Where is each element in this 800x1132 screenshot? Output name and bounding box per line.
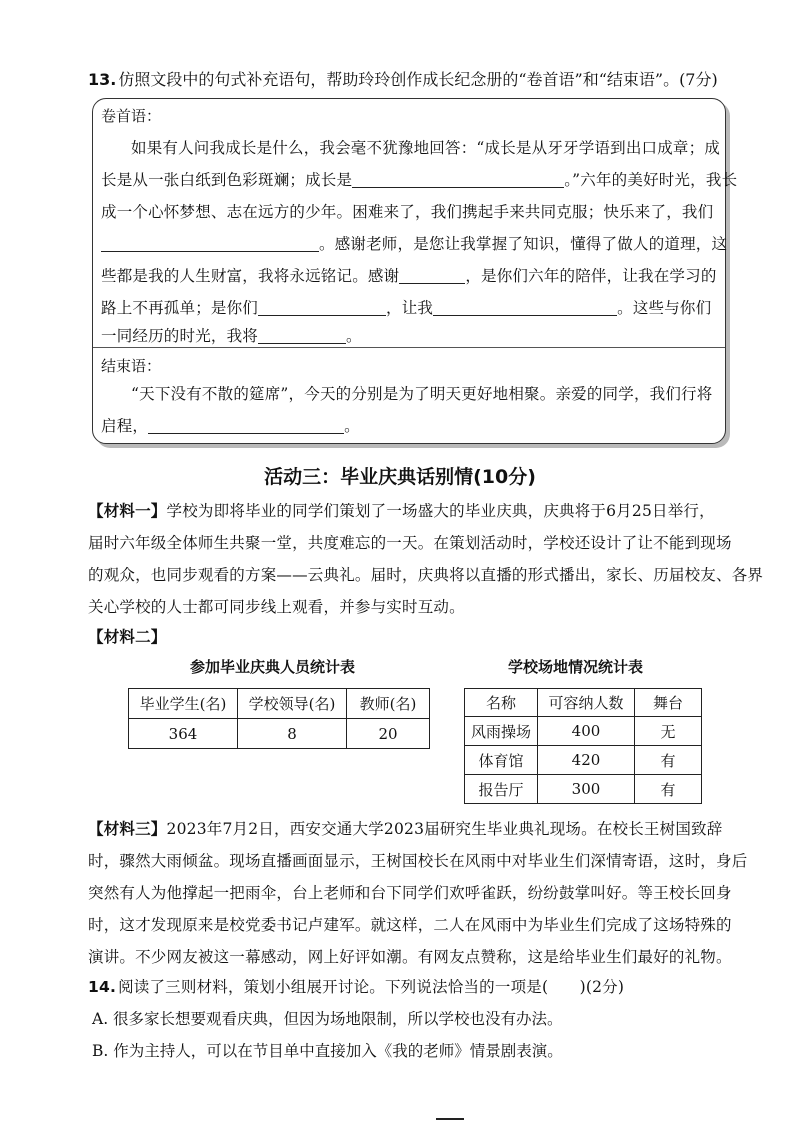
answer-blank[interactable] [258,299,386,316]
venue-table [464,688,702,804]
table-cell: 20 [347,719,430,749]
answer-box [92,98,738,444]
ending-line: 启程， 。 [101,417,360,435]
answer-blank[interactable] [258,327,346,344]
table-header: 教师(名) [347,689,430,719]
table-header: 毕业学生(名) [129,689,238,719]
preface-line: 如果有人问我成长是什么，我会毫不犹豫地回答：“成长是从牙牙学语到出口成章；成 [131,139,721,157]
preface-line: 长是从一张白纸到色彩斑斓；成长是 。”六年的美好时光，我长 [101,171,738,189]
material-label: 【材料一】 [88,502,167,520]
table-row: 风雨操场 400 无 [465,717,702,746]
material-label: 【材料三】 [88,820,167,838]
material-3-line: 演讲。不少网友被这一幕感动，网上好评如潮。有网友点赞称，这是给毕业生们最好的礼物。 [88,948,732,966]
preface-line: 。感谢老师，是您让我掌握了知识，懂得了做人的道理，这 [101,233,727,255]
table-row: 体育馆 420 有 [465,746,702,775]
table-2-caption: 学校场地情况统计表 [508,658,644,676]
preface-label: 卷首语： [101,107,162,125]
material-1-line: 关心学校的人士都可同步线上观看，并参与实时互动。 [88,598,465,616]
answer-blank[interactable] [352,171,564,188]
table-1-caption: 参加毕业庆典人员统计表 [190,658,356,676]
table-header: 学校领导(名) [238,689,347,719]
preface-line: 一同经历的时光，我将 。 [101,327,362,345]
answer-blank[interactable] [433,299,617,316]
option-a[interactable]: A. 很多家长想要观看庆典，但因为场地限制，所以学校也没有办法。 [92,1010,563,1028]
material-3-line: 时，这才发现原来是校党委书记卢建军。就这样，二人在风雨中为毕业生们完成了这场特殊的 [88,916,732,934]
ending-line: “天下没有不散的筵席”，今天的分别是为了明天更好地相聚。亲爱的同学，我们行将 [131,385,713,403]
option-b[interactable]: B. 作为主持人，可以在节目单中直接加入《我的老师》情景剧表演。 [92,1042,563,1060]
activity-heading: 活动三：毕业庆典话别情(10分) [264,466,536,488]
preface-line: 路上不再孤单；是你们 ，让我 。这些与你们 [101,299,712,317]
answer-blank[interactable] [101,235,319,252]
material-3-line: 【材料三】2023年7月2日，西安交通大学2023届研究生毕业典礼现场。在校长王树国致辞 [88,820,723,838]
answer-blank[interactable] [148,417,344,434]
question-14 [88,976,624,998]
material-3-line: 时，骤然大雨倾盆。现场直播画面显示，王树国校长在风雨中对毕业生们深情寄语，这时，身后 [88,852,748,870]
table-header: 可容纳人数 [538,689,635,717]
ending-label: 结束语： [101,357,162,375]
answer-blank[interactable] [399,267,465,284]
table-header: 名称 [465,689,538,717]
question-text: 阅读了三则材料，策划小组展开讨论。下列说法恰当的一项是( )(2分) [118,978,625,996]
material-3-line: 突然有人为他撑起一把雨伞，台上老师和台下同学们欢呼雀跃，纷纷鼓掌叫好。等王校长回身 [88,884,732,902]
table-cell: 364 [129,719,238,749]
page-footer-mark [436,1118,464,1120]
question-text: 仿照文段中的句式补充语句，帮助玲玲创作成长纪念册的“卷首语”和“结束语”。(7分) [118,70,718,89]
material-label: 【材料二】 [88,628,167,646]
preface-line: 些都是我的人生财富，我将永远铭记。感谢 ，是你们六年的陪伴，让我在学习的 [101,267,717,285]
question-number: 14. [88,978,117,996]
question-13 [88,66,718,94]
preface-line: 成一个心怀梦想、志在远方的少年。困难来了，我们携起手来共同克服；快乐来了，我们 [101,203,714,221]
material-1-line: 的观众，也同步观看的方案——云典礼。届时，庆典将以直播的形式播出，家长、历届校友、各界 [88,566,764,584]
table-header: 舞台 [635,689,702,717]
table-row: 报告厅 300 有 [465,775,702,804]
material-1-line: 届时六年级全体师生共聚一堂，共度难忘的一天。在策划活动时，学校还设计了让不能到现场 [88,534,732,552]
participants-table [128,688,430,749]
material-1-line: 【材料一】学校为即将毕业的同学们策划了一场盛大的毕业庆典，庆典将于6月25日举行， [88,502,715,520]
question-number: 13. [88,70,117,89]
table-cell: 8 [238,719,347,749]
box-divider [93,347,725,348]
